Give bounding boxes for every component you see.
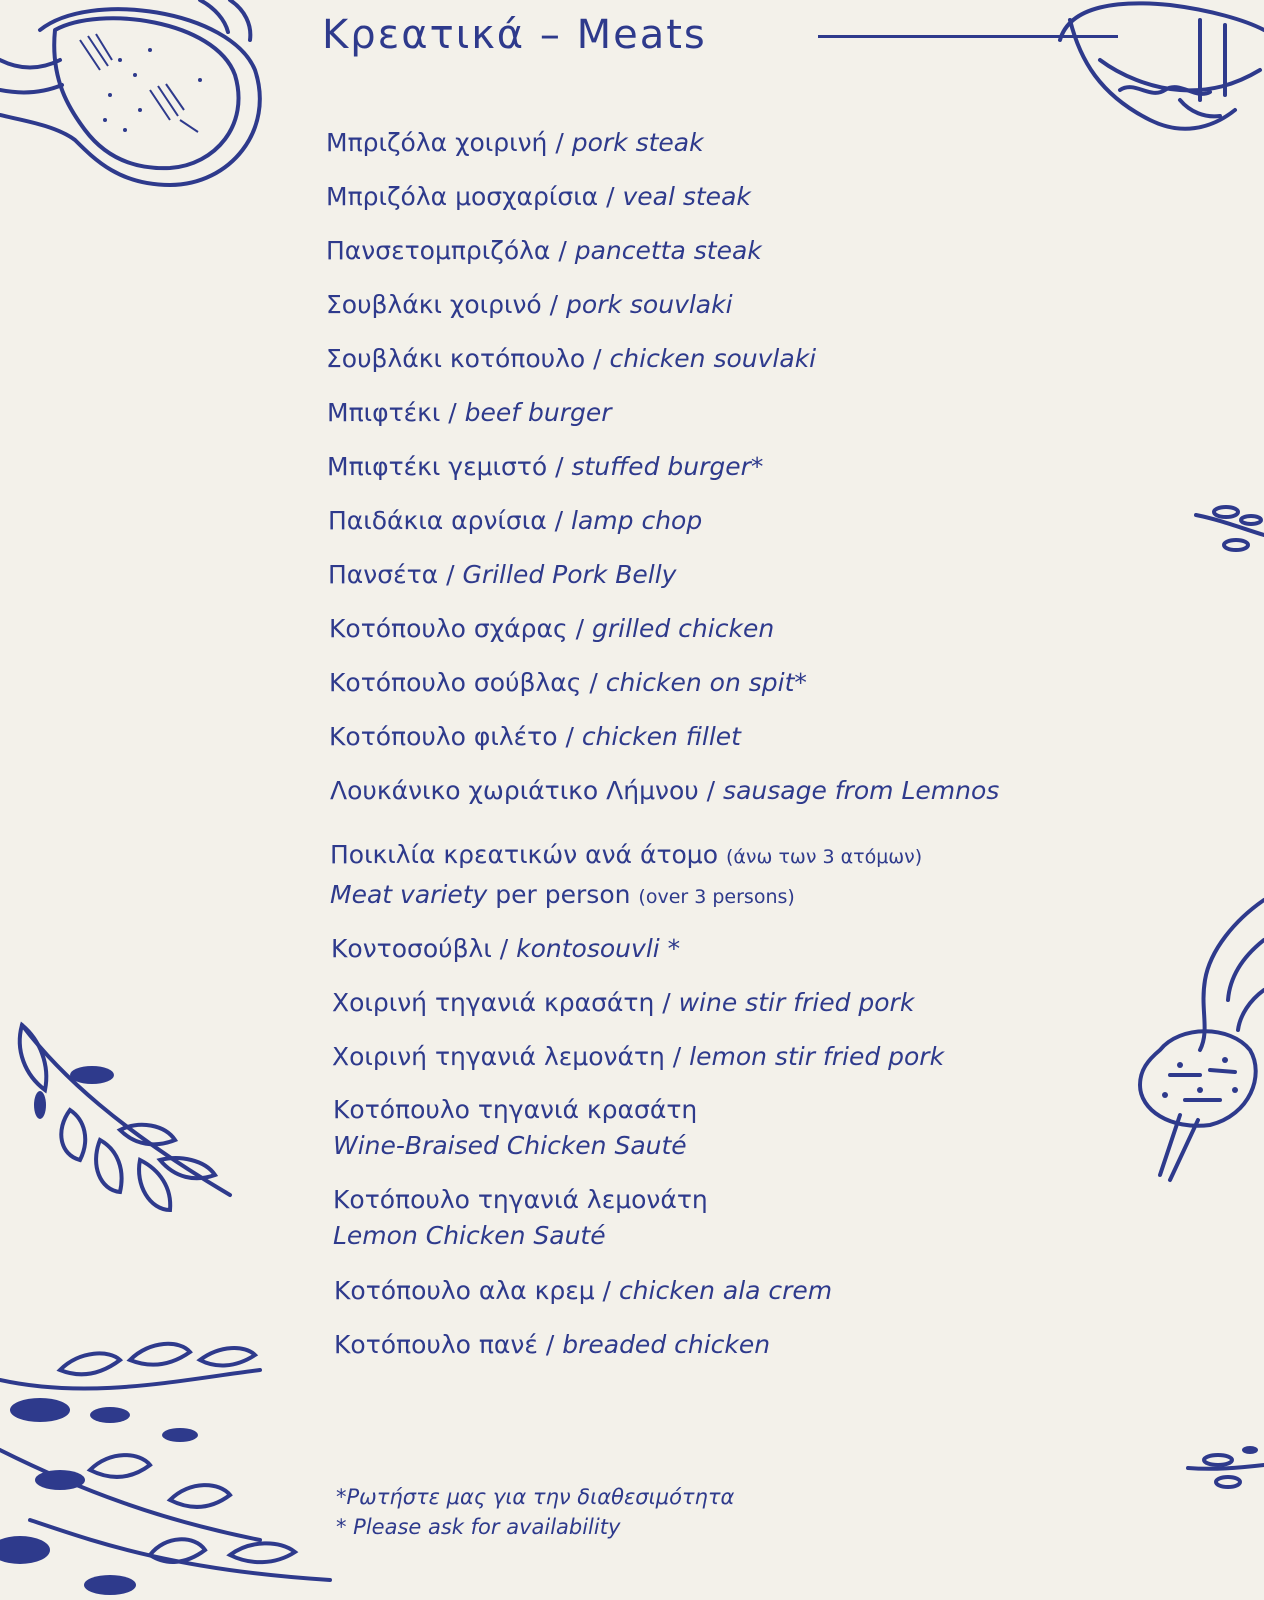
menu-item: Παιδάκια αρνίσια / lamp chop: [328, 506, 703, 535]
herb-sprig-illustration: [1188, 1440, 1264, 1500]
menu-item: Κοτόπουλο σχάρας / grilled chicken: [329, 614, 775, 643]
menu-item: Κοτόπουλο φιλέτο / chicken fillet: [329, 722, 741, 751]
menu-item: Κοτόπουλο σούβλας / chicken on spit*: [329, 668, 807, 697]
menu-item: Μπιφτέκι / beef burger: [327, 398, 612, 427]
menu-item: Πανσέτα / Grilled Pork Belly: [328, 560, 677, 589]
menu-item: Κοτόπουλο πανέ / breaded chicken: [334, 1330, 771, 1359]
menu-item: Σουβλάκι κοτόπουλο / chicken souvlaki: [326, 344, 817, 373]
menu-item: Μπριζόλα χοιρινή / pork steak: [326, 128, 704, 157]
availability-footnote: *Ρωτήστε μας για την διαθεσιμότητα * Please ask for availability: [336, 1485, 735, 1539]
header: [322, 8, 1242, 68]
menu-item: Μπριζόλα μοσχαρίσια / veal steak: [326, 182, 751, 211]
olive-branch-illustration: [0, 1020, 240, 1230]
kebab-skewer-illustration: [1140, 900, 1264, 1200]
page-title: Κρεατικά – Meats: [322, 12, 707, 58]
menu-item: Κοτόπουλο αλα κρεμ / chicken ala crem: [334, 1276, 833, 1305]
menu-item: Πανσετομπριζόλα / pancetta steak: [326, 236, 762, 265]
steak-illustration: [0, 0, 280, 200]
olive-branch-illustration: [0, 1340, 340, 1600]
menu-item-two-line: Κοτόπουλο τηγανιά κρασάτη Wine-Braised Chicken Sauté: [333, 1095, 698, 1160]
title-divider: [818, 35, 1118, 38]
menu-item: Λουκάνικο χωριάτικο Λήμνου / sausage from Lemnos: [330, 776, 1000, 805]
menu-item: Χοιρινή τηγανιά κρασάτη / wine stir fried pork: [332, 988, 915, 1017]
menu-item-variety: Ποικιλία κρεατικών ανά άτομο (άνω των 3 ατόμων) Meat variety per person (over 3 persons): [330, 840, 923, 909]
menu-item: Χοιρινή τηγανιά λεμονάτη / lemon stir fried pork: [332, 1042, 945, 1071]
menu-item: Κοντοσούβλι / kontosouvli *: [331, 934, 681, 963]
menu-item-two-line: Κοτόπουλο τηγανιά λεμονάτη Lemon Chicken Sauté: [333, 1185, 708, 1250]
menu-item: Μπιφτέκι γεμιστό / stuffed burger*: [327, 452, 764, 481]
herb-sprig-illustration: [1196, 500, 1264, 570]
menu-item: Σουβλάκι χοιρινό / pork souvlaki: [326, 290, 733, 319]
